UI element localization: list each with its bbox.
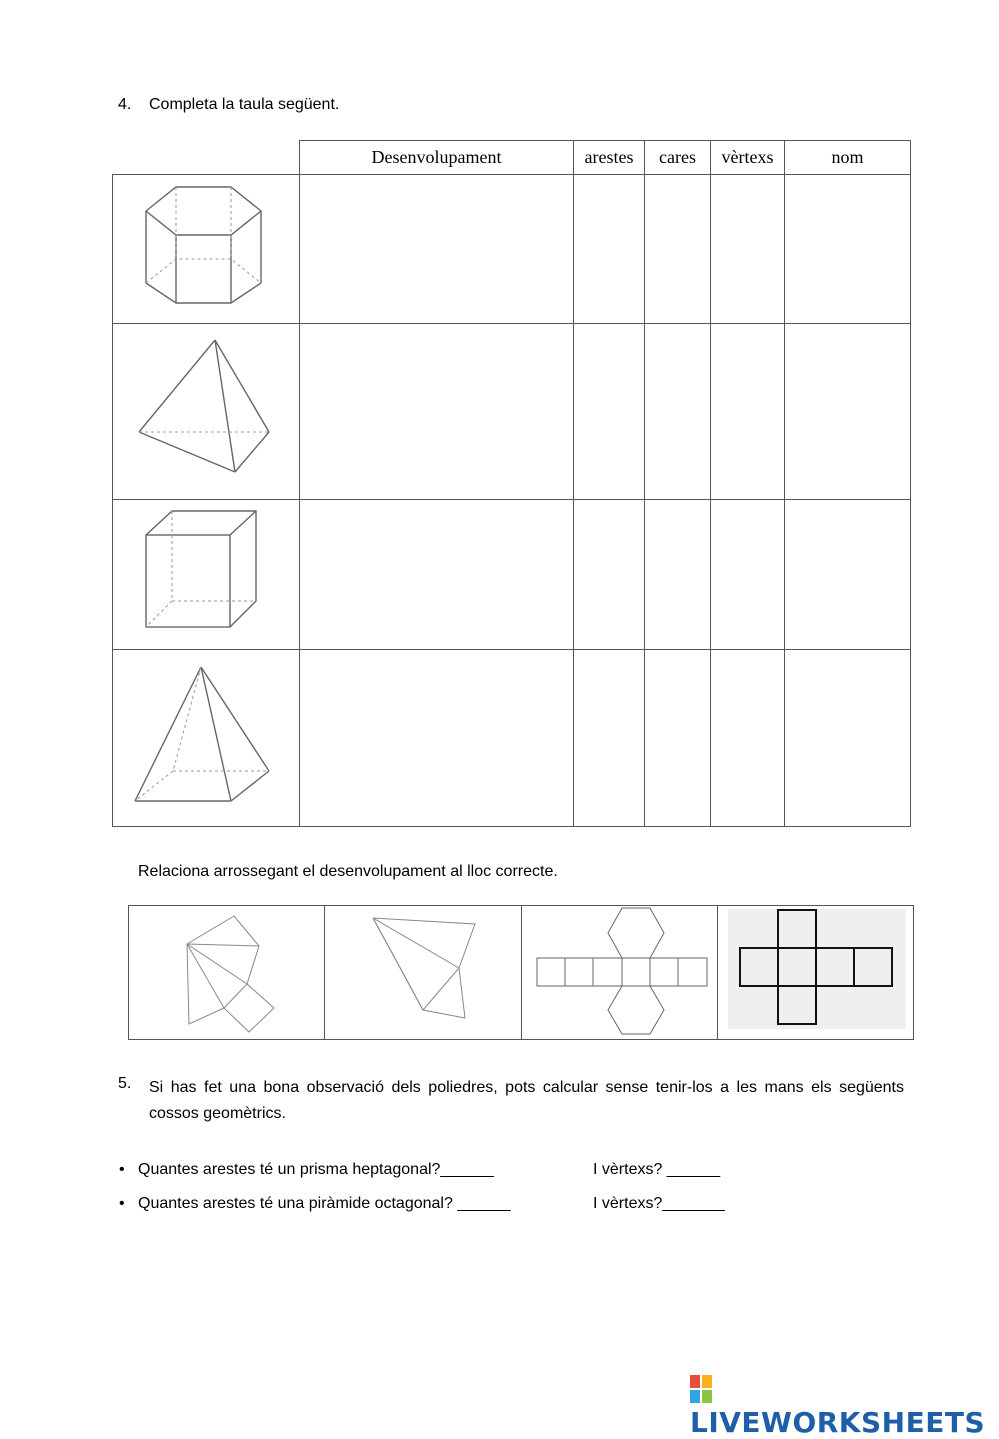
header-vertices: vèrtexs	[711, 141, 785, 175]
figure-cell	[113, 175, 300, 324]
net-option[interactable]	[718, 906, 913, 1039]
edges-cell[interactable]	[574, 324, 645, 500]
pyramid-net-triangle-base-figure[interactable]	[325, 906, 520, 1039]
name-cell[interactable]	[785, 175, 911, 324]
cube-net-figure[interactable]	[718, 906, 913, 1039]
net-option[interactable]	[522, 906, 718, 1039]
table-row	[113, 324, 911, 500]
bullet-icon: •	[119, 1161, 125, 1178]
vertices-cell[interactable]	[711, 324, 785, 500]
question-octagonal-pyramid-edges[interactable]: Quantes arestes té una piràmide octagonal? ______	[138, 1195, 511, 1212]
edges-cell[interactable]	[574, 500, 645, 650]
development-cell[interactable]	[300, 650, 574, 827]
faces-cell[interactable]	[645, 650, 711, 827]
development-cell[interactable]	[300, 175, 574, 324]
question-5-text: Si has fet una bona observació dels poliedres, pots calcular sense tenir-los a les mans els següents cossos geomètrics.	[149, 1079, 904, 1122]
faces-cell[interactable]	[645, 324, 711, 500]
triangular-pyramid-figure	[131, 334, 281, 484]
development-cell[interactable]	[300, 500, 574, 650]
name-cell[interactable]	[785, 324, 911, 500]
cube-figure	[136, 507, 276, 637]
logo-text: LIVEWORKSHEETS	[690, 1406, 986, 1439]
header-blank	[113, 141, 300, 175]
question-heptagonal-prism-edges[interactable]: Quantes arestes té un prisma heptagonal?______	[138, 1161, 494, 1178]
net-option[interactable]	[325, 906, 521, 1039]
net-option[interactable]	[129, 906, 325, 1039]
figure-cell	[113, 324, 300, 500]
table-row	[113, 500, 911, 650]
question-5-number: 5.	[118, 1075, 132, 1092]
header-edges: arestes	[574, 141, 645, 175]
table-row	[113, 650, 911, 827]
header-name: nom	[785, 141, 911, 175]
edges-cell[interactable]	[574, 175, 645, 324]
question-octagonal-pyramid-vertices[interactable]: I vèrtexs?_______	[593, 1195, 725, 1212]
figure-cell	[113, 650, 300, 827]
header-faces: cares	[645, 141, 711, 175]
question-4-number: 4.	[118, 96, 132, 113]
hexagonal-prism-figure	[136, 183, 276, 311]
nets-strip	[128, 905, 914, 1040]
edges-cell[interactable]	[574, 650, 645, 827]
faces-cell[interactable]	[645, 500, 711, 650]
question-4-text: Completa la taula següent.	[149, 96, 340, 113]
square-pyramid-figure	[131, 661, 281, 811]
vertices-cell[interactable]	[711, 175, 785, 324]
vertices-cell[interactable]	[711, 650, 785, 827]
name-cell[interactable]	[785, 650, 911, 827]
table-row	[113, 175, 911, 324]
development-cell[interactable]	[300, 324, 574, 500]
figure-cell	[113, 500, 300, 650]
pyramid-net-square-base-figure[interactable]	[129, 906, 324, 1039]
bullet-icon: •	[119, 1195, 125, 1212]
question-heptagonal-prism-vertices[interactable]: I vèrtexs? ______	[593, 1161, 721, 1178]
polyhedra-table	[112, 140, 911, 827]
drag-instruction: Relaciona arrossegant el desenvolupament al lloc correcte.	[138, 863, 558, 880]
liveworksheets-logo	[690, 1373, 999, 1439]
hexagonal-prism-net-figure[interactable]	[522, 906, 717, 1039]
header-development: Desenvolupament	[300, 141, 574, 175]
liveworksheets-logo-icon	[690, 1375, 712, 1403]
table-header-row	[113, 141, 911, 175]
faces-cell[interactable]	[645, 175, 711, 324]
vertices-cell[interactable]	[711, 500, 785, 650]
name-cell[interactable]	[785, 500, 911, 650]
